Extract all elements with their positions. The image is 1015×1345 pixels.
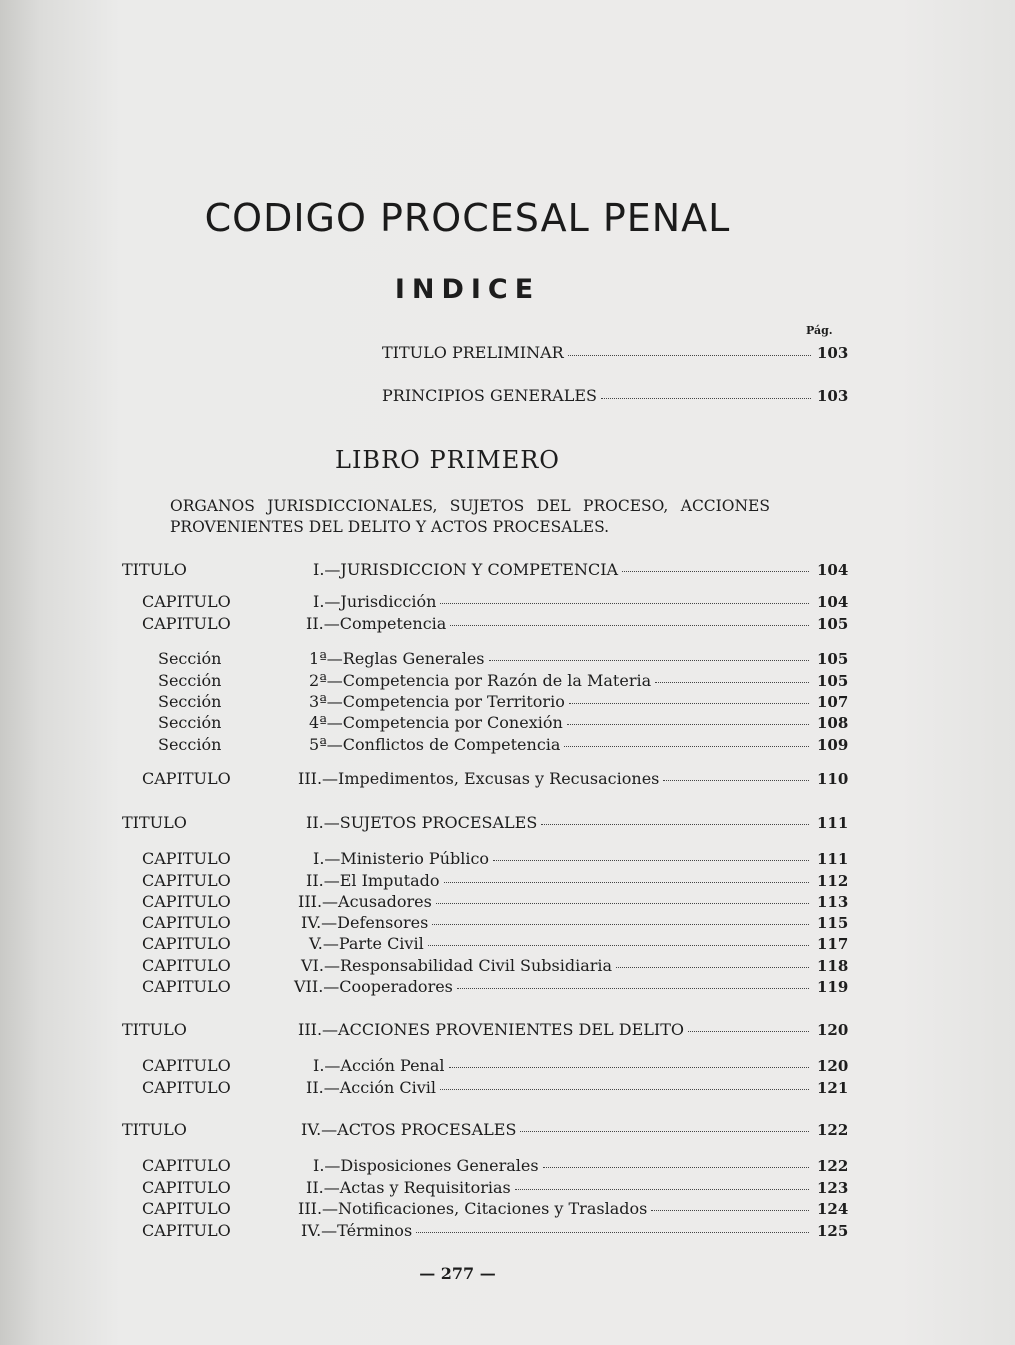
toc-row-page: 119 xyxy=(817,978,849,996)
dot-leader xyxy=(428,945,809,946)
toc-page: 103 xyxy=(817,387,849,405)
toc-row-text: III.—Impedimentos, Excusas y Recusaciones xyxy=(298,769,660,788)
toc-row-text: II.—Competencia xyxy=(306,614,447,633)
dot-leader xyxy=(568,354,811,356)
toc-row-text: 3ª—Competencia por Territorio xyxy=(309,692,565,711)
toc-row-page: 120 xyxy=(817,1057,849,1075)
toc-row-label: Sección xyxy=(158,713,222,732)
toc-row-text: VI.—Responsabilidad Civil Subsidiaria xyxy=(301,956,613,975)
dot-leader xyxy=(449,1067,810,1068)
toc-row-page: 120 xyxy=(817,1021,849,1039)
dot-leader xyxy=(651,1210,809,1211)
toc-row-label: CAPITULO xyxy=(142,1199,231,1218)
toc-row-text: IV.—ACTOS PROCESALES xyxy=(301,1120,517,1139)
toc-row-capitulo xyxy=(0,592,1015,614)
toc-row-label: CAPITULO xyxy=(142,849,231,868)
toc-row-label: Sección xyxy=(158,649,222,668)
dot-leader xyxy=(515,1189,809,1190)
toc-row-label: CAPITULO xyxy=(142,1221,231,1240)
toc-row-entry xyxy=(309,934,849,953)
toc-row-capitulo xyxy=(0,956,1015,978)
dot-leader xyxy=(655,682,809,683)
index-heading: INDICE xyxy=(394,274,541,305)
toc-row-text: III.—Notificaciones, Citaciones y Traslados xyxy=(298,1199,648,1218)
toc-row-page: 123 xyxy=(817,1179,849,1197)
dot-leader xyxy=(432,924,809,925)
toc-row-text: 5ª—Conflictos de Competencia xyxy=(309,735,561,754)
toc-row-capitulo xyxy=(0,614,1015,636)
toc-row-entry xyxy=(301,956,849,975)
toc-row-titulo xyxy=(0,1120,1015,1142)
dot-leader xyxy=(564,746,809,747)
toc-row-page: 105 xyxy=(817,672,849,690)
toc-row-page: 122 xyxy=(817,1157,849,1175)
toc-row-entry xyxy=(313,1156,849,1175)
toc-row-capitulo xyxy=(0,1178,1015,1200)
toc-row-page: 105 xyxy=(817,650,849,668)
toc-row-capitulo xyxy=(0,1078,1015,1100)
page-column-label: Pág. xyxy=(806,324,833,337)
toc-row-seccion xyxy=(0,692,1015,714)
toc-row-text: II.—Acción Civil xyxy=(306,1078,436,1097)
toc-row-label: CAPITULO xyxy=(142,614,231,633)
toc-row-entry xyxy=(309,735,849,754)
toc-row-page: 110 xyxy=(817,770,849,788)
toc-row-titulo xyxy=(0,1020,1015,1042)
toc-row-label: CAPITULO xyxy=(142,934,231,953)
toc-row-page: 104 xyxy=(817,561,849,579)
dot-leader xyxy=(493,860,809,861)
toc-row-capitulo xyxy=(0,1199,1015,1221)
dot-leader xyxy=(457,988,809,989)
dot-leader xyxy=(601,397,811,399)
toc-row-text: 2ª—Competencia por Razón de la Materia xyxy=(309,671,652,690)
toc-row-page: 104 xyxy=(817,593,849,611)
dot-leader xyxy=(489,660,810,661)
toc-row-text: I.—Disposiciones Generales xyxy=(313,1156,539,1175)
toc-row-page: 115 xyxy=(817,914,849,932)
toc-row-entry xyxy=(313,592,849,611)
toc-row-entry xyxy=(294,977,849,996)
toc-row-entry xyxy=(309,692,849,711)
toc-row-capitulo xyxy=(0,913,1015,935)
dot-leader xyxy=(622,571,809,572)
toc-row-label: CAPITULO xyxy=(142,1178,231,1197)
toc-row-seccion xyxy=(0,735,1015,757)
toc-row-entry xyxy=(309,671,849,690)
toc-row-entry xyxy=(306,614,849,633)
toc-row-entry xyxy=(301,913,849,932)
toc-row-entry xyxy=(306,813,849,832)
dot-leader xyxy=(567,724,809,725)
toc-row-titulo xyxy=(0,813,1015,835)
toc-row-capitulo xyxy=(0,871,1015,893)
toc-row-titulo xyxy=(0,560,1015,582)
dot-leader xyxy=(569,703,809,704)
toc-row-page: 105 xyxy=(817,615,849,633)
toc-row-text: I.—JURISDICCION Y COMPETENCIA xyxy=(313,560,619,579)
toc-prelim-title xyxy=(382,343,849,362)
dot-leader xyxy=(450,625,809,626)
toc-row-entry xyxy=(309,713,849,732)
toc-text: TITULO PRELIMINAR xyxy=(382,343,564,362)
dot-leader xyxy=(520,1131,809,1132)
toc-row-label: CAPITULO xyxy=(142,769,231,788)
toc-row-capitulo xyxy=(0,934,1015,956)
toc-row-page: 113 xyxy=(817,893,849,911)
toc-row-label: Sección xyxy=(158,692,222,711)
dot-leader xyxy=(436,903,809,904)
toc-row-page: 122 xyxy=(817,1121,849,1139)
toc-row-text: I.—Acción Penal xyxy=(313,1056,445,1075)
toc-prelim-principles xyxy=(382,386,849,405)
toc-row-capitulo xyxy=(0,1056,1015,1078)
toc-row-entry xyxy=(309,649,849,668)
toc-row-label: Sección xyxy=(158,735,222,754)
toc-row-label: TITULO xyxy=(122,1120,187,1139)
dot-leader xyxy=(444,882,810,883)
toc-row-page: 117 xyxy=(817,935,849,953)
toc-row-page: 125 xyxy=(817,1222,849,1240)
book-title: LIBRO PRIMERO xyxy=(335,446,560,474)
dot-leader xyxy=(541,824,809,825)
page-number: — 277 — xyxy=(419,1264,496,1283)
toc-row-seccion xyxy=(0,649,1015,671)
toc-row-page: 111 xyxy=(817,814,849,832)
toc-row-entry xyxy=(313,1056,849,1075)
toc-row-capitulo xyxy=(0,849,1015,871)
toc-row-text: II.—El Imputado xyxy=(306,871,440,890)
toc-row-entry xyxy=(301,1221,849,1240)
toc-row-text: IV.—Defensores xyxy=(301,913,429,932)
toc-row-label: CAPITULO xyxy=(142,871,231,890)
toc-row-entry xyxy=(313,849,849,868)
toc-row-label: CAPITULO xyxy=(142,892,231,911)
toc-row-label: CAPITULO xyxy=(142,956,231,975)
dot-leader xyxy=(416,1232,809,1233)
toc-row-entry xyxy=(306,871,849,890)
toc-row-seccion xyxy=(0,671,1015,693)
toc-row-page: 111 xyxy=(817,850,849,868)
document-title: CODIGO PROCESAL PENAL xyxy=(204,196,731,240)
toc-row-label: TITULO xyxy=(122,1020,187,1039)
toc-row-label: TITULO xyxy=(122,813,187,832)
toc-row-entry xyxy=(313,560,849,579)
book-subtitle: ORGANOS JURISDICCIONALES, SUJETOS DEL PROCESO, ACCIONES PROVENIENTES DEL DELITO Y ACTOS PROCESALES. xyxy=(170,497,770,536)
dot-leader xyxy=(440,603,809,604)
toc-row-entry xyxy=(306,1078,849,1097)
toc-row-capitulo xyxy=(0,1156,1015,1178)
toc-row-label: Sección xyxy=(158,671,222,690)
toc-row-text: II.—Actas y Requisitorias xyxy=(306,1178,511,1197)
toc-row-label: CAPITULO xyxy=(142,1078,231,1097)
toc-row-entry xyxy=(298,769,849,788)
toc-row-page: 108 xyxy=(817,714,849,732)
toc-row-text: V.—Parte Civil xyxy=(309,934,424,953)
toc-row-page: 109 xyxy=(817,736,849,754)
dot-leader xyxy=(440,1089,809,1090)
toc-row-text: III.—ACCIONES PROVENIENTES DEL DELITO xyxy=(298,1020,684,1039)
toc-row-text: IV.—Términos xyxy=(301,1221,413,1240)
toc-row-capitulo xyxy=(0,1221,1015,1243)
toc-row-label: CAPITULO xyxy=(142,592,231,611)
toc-row-page: 124 xyxy=(817,1200,849,1218)
toc-row-capitulo xyxy=(0,769,1015,791)
toc-row-entry xyxy=(298,1199,849,1218)
toc-row-label: CAPITULO xyxy=(142,913,231,932)
dot-leader xyxy=(543,1167,809,1168)
toc-row-entry xyxy=(306,1178,849,1197)
toc-row-text: I.—Ministerio Público xyxy=(313,849,490,868)
toc-row-page: 107 xyxy=(817,693,849,711)
toc-row-text: II.—SUJETOS PROCESALES xyxy=(306,813,538,832)
toc-row-text: III.—Acusadores xyxy=(298,892,432,911)
toc-row-capitulo xyxy=(0,892,1015,914)
toc-row-capitulo xyxy=(0,977,1015,999)
toc-row-entry xyxy=(298,1020,849,1039)
dot-leader xyxy=(688,1031,809,1032)
toc-row-label: CAPITULO xyxy=(142,977,231,996)
toc-row-label: TITULO xyxy=(122,560,187,579)
toc-page: 103 xyxy=(817,344,849,362)
toc-text: PRINCIPIOS GENERALES xyxy=(382,386,597,405)
toc-row-text: 4ª—Competencia por Conexión xyxy=(309,713,563,732)
toc-row-label: CAPITULO xyxy=(142,1156,231,1175)
dot-leader xyxy=(663,780,809,781)
toc-row-page: 112 xyxy=(817,872,849,890)
toc-row-text: 1ª—Reglas Generales xyxy=(309,649,485,668)
toc-row-label: CAPITULO xyxy=(142,1056,231,1075)
toc-row-seccion xyxy=(0,713,1015,735)
dot-leader xyxy=(616,967,809,968)
toc-row-page: 121 xyxy=(817,1079,849,1097)
toc-row-text: I.—Jurisdicción xyxy=(313,592,437,611)
toc-row-entry xyxy=(298,892,849,911)
toc-row-page: 118 xyxy=(817,957,849,975)
toc-row-text: VII.—Cooperadores xyxy=(294,977,453,996)
toc-row-entry xyxy=(301,1120,849,1139)
